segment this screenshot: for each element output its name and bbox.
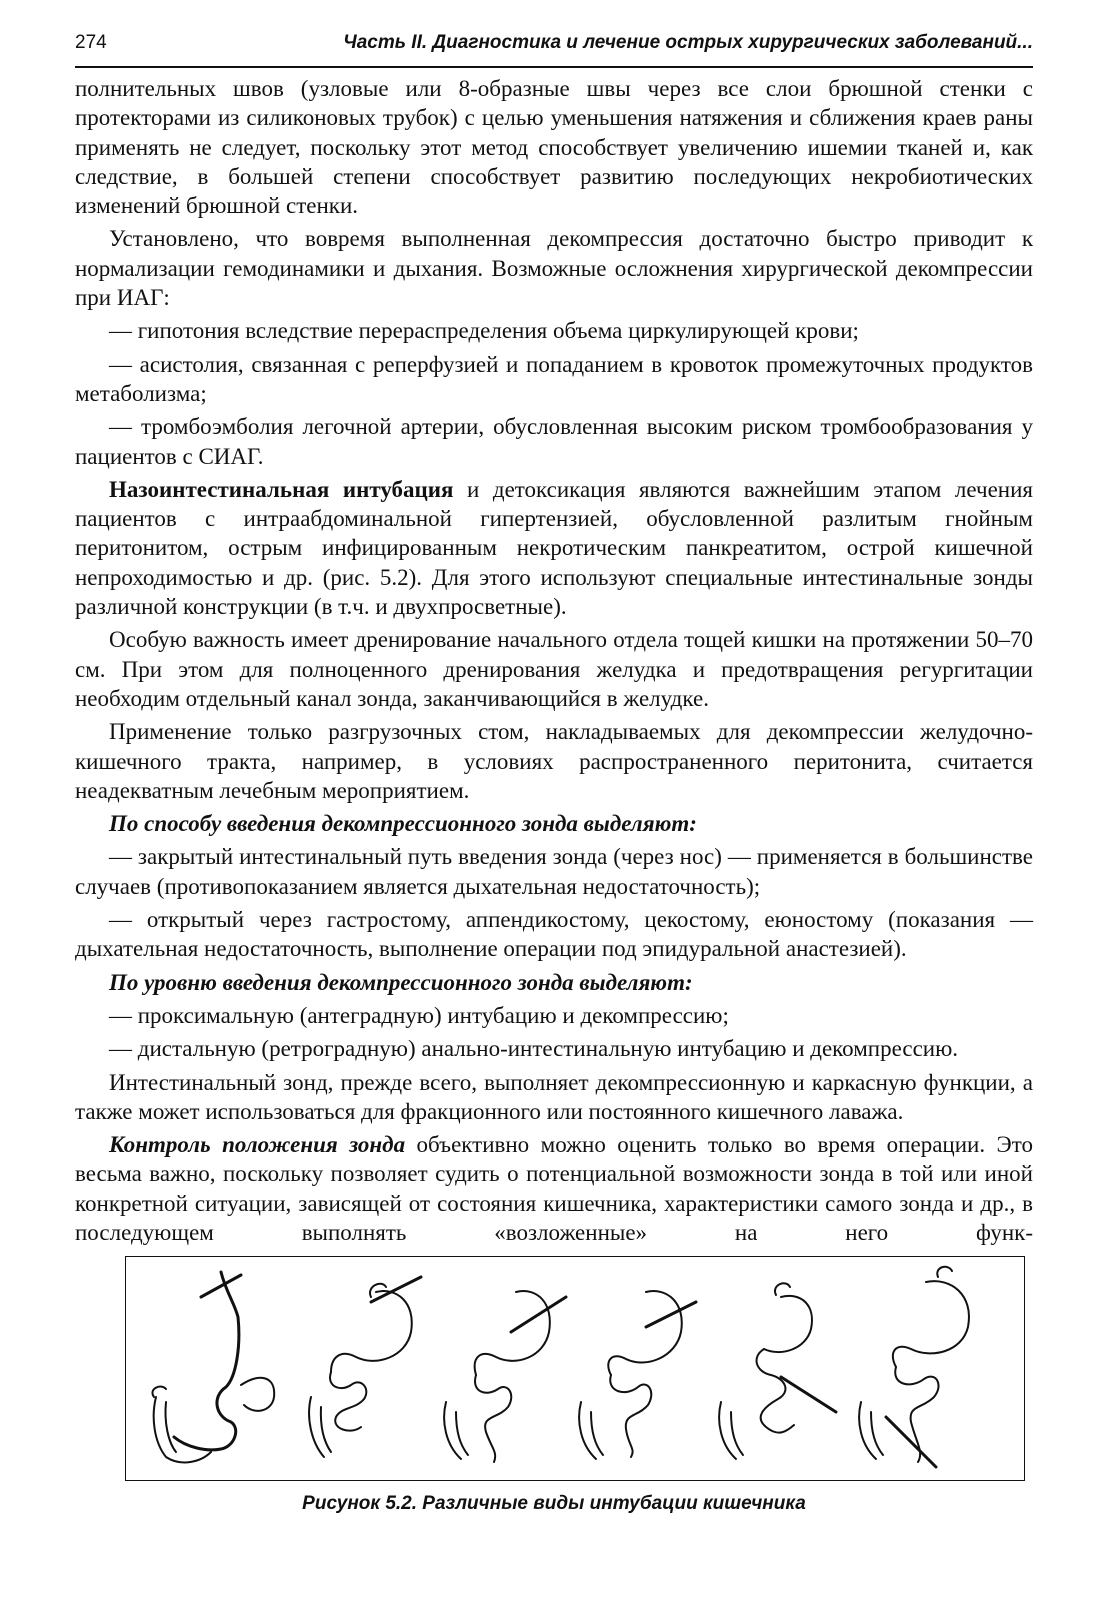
- list-item: — закрытый интестинальный путь введения зонда (через нос) — применяется в большинстве случаев (противопоказанием является дыхательная недостаточность);: [75, 844, 1033, 899]
- intestine-illustrations: [126, 1257, 1026, 1482]
- list-item: — гипотония вследствие перераспределения объема циркулирующей крови;: [109, 318, 859, 344]
- list-item: — асистолия, связанная с реперфузией и попаданием в кровоток промежуточных продуктов метаболизма;: [75, 351, 1033, 406]
- intubation-drawing-6: [859, 1267, 969, 1467]
- body-text: [75, 74, 1033, 1251]
- page-number: 274: [75, 32, 107, 53]
- paragraph: полнительных швов (узловые или 8-образные швы через все слои брюшной стенки с протекторами из силиконовых трубок) с целью уменьшения натяжения и сближения краев раны применять не следует, поскольку этот метод способствует увеличению ишемии тканей и, как следствие, в большей степени способствует развитию последующих некробиотических изменений брюшной стенки.: [75, 76, 1033, 219]
- paragraph-text: объективно можно оценить только во время операции. Это весьма важно, поскольку позволяет судить о потенциальной возможности зонда в той или иной конкретной ситуации, зависящей от состояния кишечника, характеристики самого зонда и др., в последующем выполнять «возложенные» на него функ-: [75, 1132, 1033, 1245]
- bold-italic-term: Контроль положения зонда: [109, 1132, 406, 1158]
- list-item: — дистальную (ретроградную) анально-интестинальную интубацию и декомпрессию.: [109, 1036, 959, 1062]
- list-item: — проксимальную (антеградную) интубацию и декомпрессию;: [109, 1002, 729, 1028]
- intubation-drawing-4: [579, 1291, 696, 1459]
- intubation-drawing-2: [309, 1277, 421, 1457]
- paragraph: [75, 1130, 1033, 1247]
- intubation-drawing-5: [719, 1283, 836, 1459]
- paragraph: Установлено, что вовремя выполненная декомпрессия достаточно быстро приводит к нормализации гемодинамики и дыхания. Возможные осложнения хирургической декомпрессии при ИАГ:: [75, 226, 1033, 311]
- intubation-drawing-1: [152, 1272, 274, 1462]
- list-item: — открытый через гастростому, аппендикостому, цекостому, еюностому (показания — дыхательная недостаточность, выполнение операции под эпидуральной анастезией).: [75, 907, 1033, 962]
- intubation-drawing-3: [444, 1291, 566, 1462]
- paragraph: [75, 475, 1033, 621]
- list-item: — тромбоэмболия легочной артерии, обусловленная высоким риском тромбообразования у пациентов с СИАГ.: [75, 414, 1033, 469]
- bold-term: Назоинтестинальная интубация: [109, 476, 454, 502]
- figure-intestinal-intubation: [125, 1256, 1025, 1481]
- paragraph-text: и детоксикация являются важнейшим этапом лечения пациентов с интраабдоминальной гипертензией, обусловленной разлитым гнойным перитонитом, острым инфицированным некротическим панкреатитом, острой кишечной непроходимостью и др. (рис. 5.2). Для этого используют специальные интестинальные зонды различной конструкции (в т.ч. и двухпросветные).: [75, 476, 1034, 620]
- running-title: Часть II. Диагностика и лечение острых хирургических заболеваний...: [343, 32, 1033, 53]
- figure-caption: Рисунок 5.2. Различные виды интубации кишечника: [302, 1493, 806, 1514]
- paragraph: Применение только разгрузочных стом, накладываемых для декомпрессии желудочно-кишечного тракта, например, в условиях распространенного перитонита, считается неадекватным лечебным мероприятием.: [75, 719, 1033, 803]
- subheading: По способу введения декомпрессионного зонда выделяют:: [109, 811, 697, 837]
- page-header: [75, 28, 1033, 68]
- subheading: По уровню введения декомпрессионного зонда выделяют:: [109, 969, 693, 995]
- paragraph: Интестинальный зонд, прежде всего, выполняет декомпрессионную и каркасную функции, а также может использоваться для фракционного или постоянного кишечного лаважа.: [75, 1069, 1033, 1124]
- paragraph: Особую важность имеет дренирование начального отдела тощей кишки на протяжении 50–70 см. При этом для полноценного дренирования желудка и предотвращения регургитации необходим отдельный канал зонда, заканчивающийся в желудке.: [75, 627, 1033, 711]
